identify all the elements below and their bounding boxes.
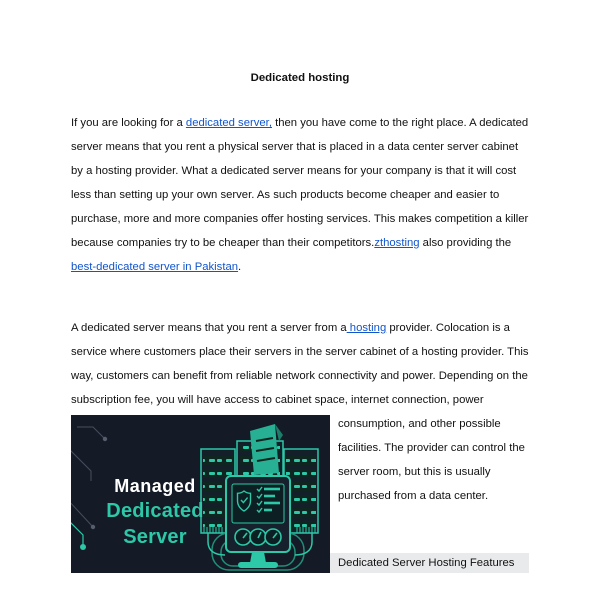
paragraph-text: . [238,261,242,273]
image-caption-dedicated-server: Dedicated Server [106,500,204,548]
paragraph-text: provider. Colocation is a service where customers place their servers in the server cabinet of a hosting provider. This way, customers can benefit from reliable network connectivity and power. Depending on the subscription fee, you will have access to cabinet space, internet [71,322,529,406]
paragraph-intro [71,111,529,279]
link-zthosting[interactable]: zthosting [374,237,420,249]
paragraph-colocation [71,316,529,548]
paragraph-text: A dedicated server means that you rent a server from a [71,322,347,334]
monitor-stand [250,552,266,563]
gauges-icon [235,529,281,545]
image-caption-managed: Managed [114,476,196,496]
link-best-dedicated-server-in-pakistan[interactable]: best-dedicated server in Pakistan [71,261,239,273]
link-hosting[interactable]: hosting [346,322,387,334]
managed-dedicated-server-image[interactable] [71,415,330,573]
link-dedicated-server[interactable]: dedicated server, [185,117,272,129]
image-caption [73,475,237,550]
features-heading-text: Dedicated Server Hosting Features [338,557,515,569]
paragraph-text: connection, power consumption, and other possible facilities. The provider can control the server room, but this is usually purchased from a data center. [338,394,525,502]
paragraph-text: then you have come to the right place. A dedicated server means that you rent a physical server that is placed in a data center server cabinet by a hosting provider. What a dedicated server means for your company is that it will cost less than setting up your own server. As such products become cheaper and easier to purchase, more and more companies offer hosting services. This makes competition a killer because companies try to be cheaper than their competitors. [71,117,529,249]
page-title: Dedicated hosting [250,72,350,84]
paragraph-text: also providing the [419,237,512,249]
paragraph-text: If you are looking for a [71,117,186,129]
